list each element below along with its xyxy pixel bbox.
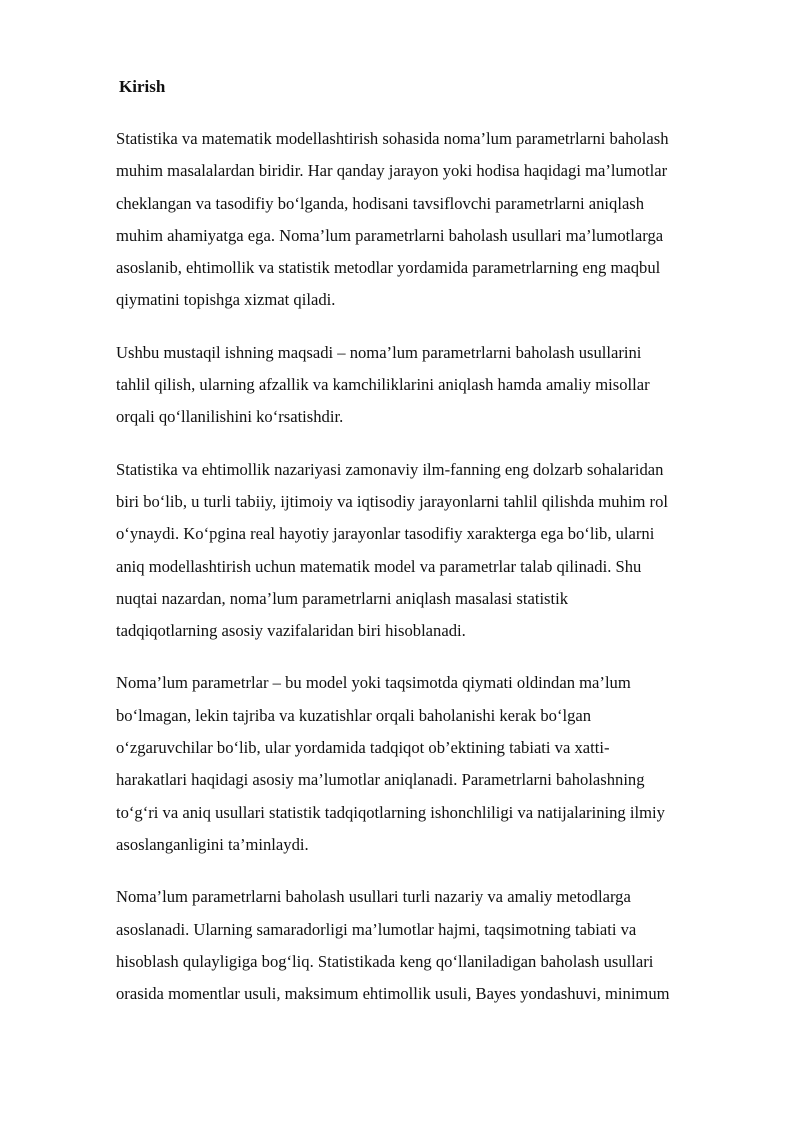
paragraph-methods: Noma’lum parametrlarni baholash usullari turli nazariy va amaliy metodlarga asoslanadi. Ularning samaradorligi ma’lumotlar hajmi, taqsimotning tabiati va hisoblash qulayligiga bog‘liq. Statistikada keng qo‘llaniladigan baholash usullari orasida momentlar usuli, maksimum ehtimollik usuli, Bayes yondashuvi, minimum: [116, 887, 670, 1004]
paragraph-intro: Statistika va matematik modellashtirish sohasida noma’lum parametrlarni baholash muhim masalalardan biridir. Har qanday jarayon yoki hodisa haqidagi ma’lumotlar cheklangan va tasodifiy bo‘lganda, hodisani tavsiflovchi parametrlarni aniqlash muhim ahamiyatga ega. Noma’lum parametrlarni baholash usullari ma’lumotlarga asoslanib, ehtimollik va statistik metodlar yordamida parametrlarning eng maqbul qiymatini topishga xizmat qiladi.: [116, 129, 669, 310]
paragraph-statistics: Statistika va ehtimollik nazariyasi zamonaviy ilm-fanning eng dolzarb sohalaridan biri bo‘lib, u turli tabiiy, ijtimoiy va iqtisodiy jarayonlarni tahlil qilishda muhim rol o‘ynaydi. Ko‘pgina real hayotiy jarayonlar tasodifiy xarakterga ega bo‘lib, ularni aniq modellashtirish uchun matematik model va parametrlar talab qilinadi. Shu nuqtai nazardan, noma’lum parametrlarni aniqlash masalasi statistik tadqiqotlarning asosiy vazifalaridan biri hisoblanadi.: [116, 459, 668, 641]
paragraph-goal: Ushbu mustaqil ishning maqsadi – noma’lum parametrlarni baholash usullarini tahlil qilish, ularning afzallik va kamchiliklarini aniqlash hamda amaliy misollar orqali qo‘llanilishini ko‘rsatishdir.: [116, 342, 650, 427]
document-body: [116, 123, 748, 1010]
paragraph-parameters: Noma’lum parametrlar – bu model yoki taqsimotda qiymati oldindan ma’lum bo‘lmagan, lekin tajriba va kuzatishlar orqali baholanishi kerak bo‘lgan o‘zgaruvchilar bo‘lib, ular yordamida tadqiqot ob’ektining tabiati va xatti- harakatlari haqidagi asosiy ma’lumotlar aniqlanadi. Parametrlarni baholashning to‘g‘ri va aniq usullari statistik tadqiqotlarning ishonchliligi va natijalarining ilmiy asoslanganligini ta’minlaydi.: [116, 673, 665, 854]
section-heading: Kirish: [119, 77, 166, 96]
